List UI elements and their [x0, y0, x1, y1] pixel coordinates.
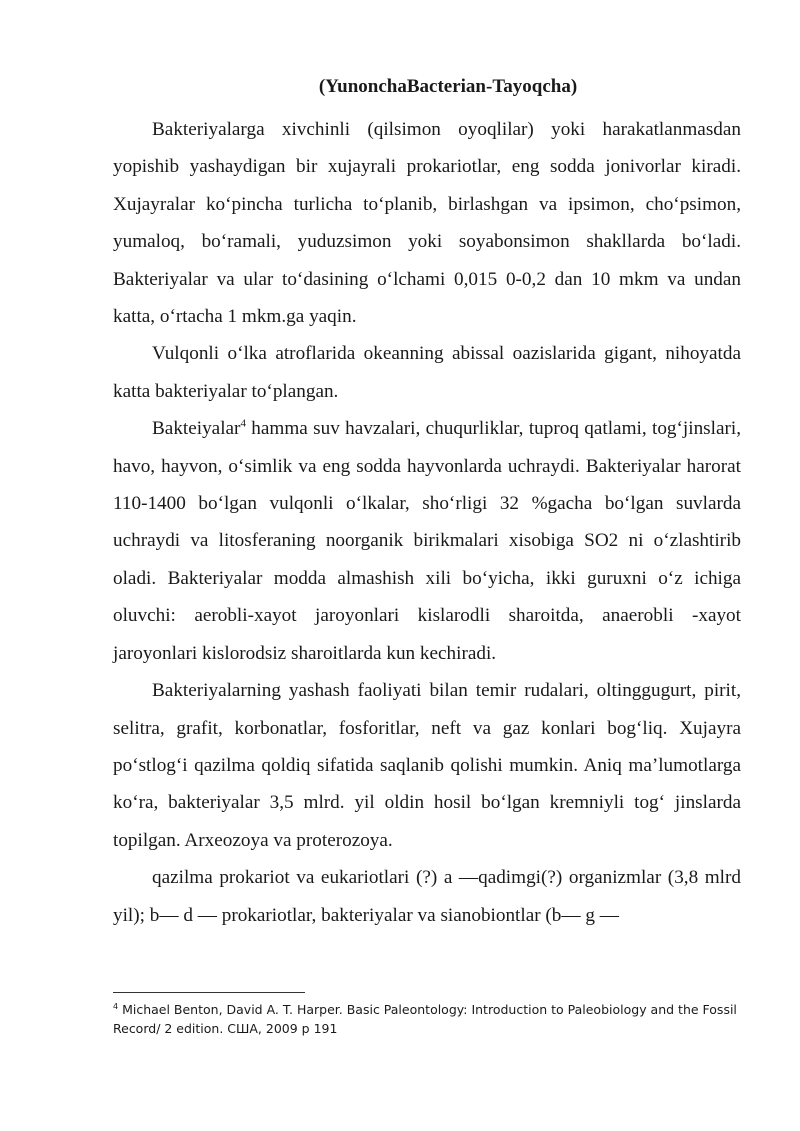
paragraph-3-rest: hamma suv havzalari, chuqurliklar, tuproq qatlami, tog‘jinslari, havo, hayvon, o‘simlik va eng sodda hayvonlarda uchraydi. Bakteriyalar harorat 110-1400 bo‘lgan vulqonli o‘lkalar, sho‘rligi 32 %gacha bo‘lgan suvlarda uchraydi va litosferaning noorganik birikmalari xisobiga SO2 ni o‘zlashtirib oladi. Bakteriyalar modda almashish xili bo‘yicha, ikki guruxni o‘z ichiga oluvchi: aerobli-xayot jaroyonlari kislarodli sharoitda, anaerobli -xayot jaroyonlari kislorodsiz sharoitlarda kun kechiradi. [113, 418, 741, 664]
body-text [113, 111, 741, 934]
footnote-text: Michael Benton, David A. T. Harper. Basic Paleontology: Introduction to Paleobiology and the Fossil Record/ 2 edition. США, 2009 p 191 [113, 1002, 737, 1036]
paragraph-4: Bakteriyalarning yashash faoliyati bilan temir rudalari, oltinggugurt, pirit, selitra, grafit, korbonatlar, fosforitlar, neft va gaz konlari bog‘liq. Xujayra po‘stlog‘i qazilma qoldiq sifatida saqlanib qolishi mumkin. Aniq ma’lumotlarga ko‘ra, bakteriyalar 3,5 mlrd. yil oldin hosil bo‘lgan kremniyli tog‘ jinslarda topilgan. Arxeozoya va proterozoya. [113, 680, 741, 851]
footnote-divider [113, 992, 305, 993]
footnote-reference[interactable]: 4 [240, 417, 246, 430]
paragraph-3 [113, 410, 741, 672]
footnote-mark: 4 [113, 1001, 119, 1011]
paragraph-2: Vulqonli o‘lka atroflarida okeanning abissal oazislarida gigant, nihoyatda katta bakteriyalar to‘plangan. [113, 343, 741, 402]
paragraph-5: qazilma prokariot va eukariotlari (?) a —qadimgi(?) organizmlar (3,8 mlrd yil); b— d — prokariotlar, bakteriyalar va sianobiontlar (b— g — [113, 867, 741, 926]
footnote [113, 1000, 741, 1038]
paragraph-1: Bakteriyalarga xivchinli (qilsimon oyoqlilar) yoki harakatlanmasdan yopishib yashaydigan bir xujayrali prokariotlar, eng sodda jonivorlar kiradi. Xujayralar ko‘pincha turlicha to‘planib, birlashgan va ipsimon, cho‘psimon, yumaloq, bo‘ramali, yuduzsimon yoki soyabonsimon shakllarda bo‘ladi. Bakteriyalar va ular to‘dasining o‘lchami 0,015 0-0,2 dan 10 mkm va undan katta, o‘rtacha 1 mkm.ga yaqin. [113, 119, 741, 328]
page-title: (YunonchaBacterian-Tayoqcha) [318, 76, 578, 97]
paragraph-3-lead: Bakteiyalar [152, 418, 241, 440]
